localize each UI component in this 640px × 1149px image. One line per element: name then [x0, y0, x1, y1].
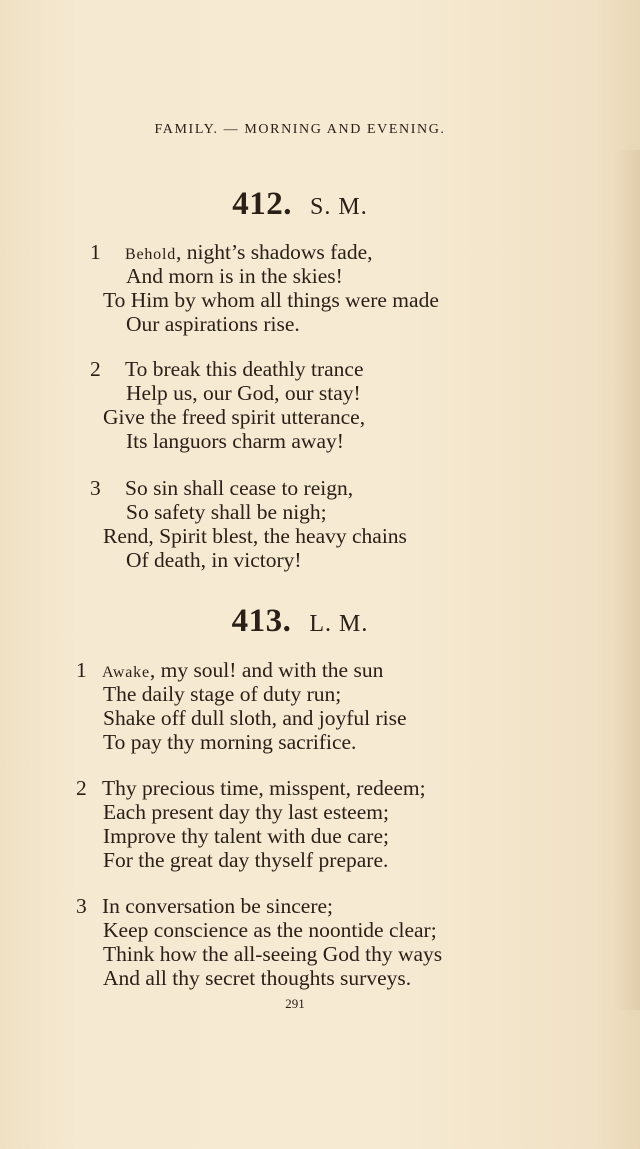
verse-line: So safety shall be nigh; [126, 500, 327, 524]
verse-line: And all thy secret thoughts surveys. [103, 966, 412, 990]
verse-line: Our aspirations rise. [126, 312, 300, 336]
verse-line-rest: , night’s shadows fade, [176, 240, 373, 264]
hymn-meter: S. M. [310, 194, 368, 220]
verse-initial-word: Awake [102, 664, 150, 681]
verse-line: Each present day thy last esteem; [103, 800, 389, 824]
verse-initial-word: Behold [125, 246, 177, 263]
verse-number: 2 [76, 776, 87, 800]
verse-line: Help us, our God, our stay! [126, 381, 361, 405]
hymn-heading [0, 186, 600, 223]
verse-line [102, 658, 383, 685]
verse-line: To Him by whom all things were made [103, 288, 439, 312]
hymn-number: 412. [232, 186, 293, 222]
verse-line: Think how the all-seeing God thy ways [103, 942, 443, 966]
verse-number: 1 [76, 658, 87, 682]
verse-line: Its languors charm away! [126, 429, 344, 453]
hymn-meter: L. M. [309, 611, 369, 637]
verse-number: 3 [90, 476, 101, 500]
page-number: 291 [285, 996, 305, 1011]
verse-line: The daily stage of duty run; [103, 682, 342, 706]
verse-line: To pay thy morning sacrifice. [103, 730, 357, 754]
verse-line: Of death, in victory! [126, 548, 302, 572]
verse-number: 3 [76, 894, 87, 918]
verse-line: And morn is in the skies! [126, 264, 343, 288]
verse-line: So sin shall cease to reign, [125, 476, 354, 500]
verse-line: In conversation be sincere; [102, 894, 334, 918]
verse-line: To break this deathly trance [125, 357, 364, 381]
verse-line: Give the freed spirit utterance, [103, 405, 366, 429]
verse-line: For the great day thyself prepare. [103, 848, 389, 872]
verse-number: 2 [90, 357, 101, 381]
hymn-number: 413. [231, 603, 292, 639]
verse-line: Keep conscience as the noontide clear; [103, 918, 437, 942]
verse-line: Rend, Spirit blest, the heavy chains [103, 524, 407, 548]
verse-line [125, 240, 373, 267]
verse-line: Improve thy talent with due care; [103, 824, 389, 848]
verse-number: 1 [90, 240, 101, 264]
page-edge-shading [614, 150, 640, 1010]
verse-line-rest: , my soul! and with the sun [149, 658, 384, 682]
verse-line: Thy precious time, misspent, redeem; [102, 776, 426, 800]
hymn-heading [0, 603, 600, 640]
running-head: FAMILY. — MORNING AND EVENING. [154, 122, 446, 137]
verse-line: Shake off dull sloth, and joyful rise [103, 706, 407, 730]
